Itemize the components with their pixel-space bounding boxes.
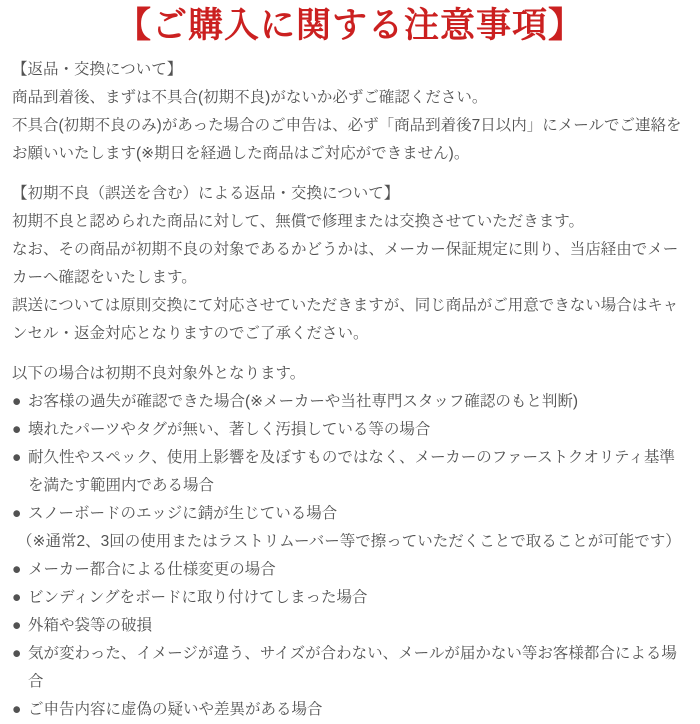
list-item (12, 696, 688, 724)
bullet-icon: ● (12, 645, 22, 662)
list-item (12, 416, 688, 444)
list-item-text: 外箱や袋等の破損 (28, 617, 153, 634)
list-item (12, 640, 688, 696)
returns-section-heading: 【返品・交換について】 (12, 61, 183, 78)
bullet-icon: ● (12, 449, 22, 466)
list-item-text: メーカー都合による仕様変更の場合 (28, 561, 276, 578)
defect-section-heading: 【初期不良（誤送を含む）による返品・交換について】 (12, 185, 400, 202)
exclusions-section (12, 360, 688, 724)
exclusions-intro: 以下の場合は初期不良対象外となります。 (12, 365, 306, 382)
bullet-icon: ● (12, 421, 22, 438)
list-item (12, 612, 688, 640)
bullet-icon: ● (12, 393, 22, 410)
list-item (12, 584, 688, 612)
bullet-icon: ● (12, 701, 22, 718)
defect-paragraph: 初期不良と認められた商品に対して、無償で修理または交換させていただきます。 (12, 213, 584, 230)
list-item-text: 壊れたパーツやタグが無い、著しく汚損している等の場合 (28, 421, 431, 438)
list-item-text: ご申告内容に虚偽の疑いや差異がある場合 (28, 701, 323, 718)
list-item (12, 388, 688, 416)
list-item-text: ビンディングをボードに取り付けてしまった場合 (28, 589, 368, 606)
list-item-text: 気が変わった、イメージが違う、サイズが合わない、メールが届かない等お客様都合による場合 (28, 645, 677, 690)
exclusions-list (12, 388, 688, 724)
list-item-text: スノーボードのエッジに錆が生じている場合 (28, 505, 338, 522)
defect-section (12, 180, 688, 348)
defect-paragraph: 誤送については原則交換にて対応させていただきますが、同じ商品がご用意できない場合はキャンセル・返金対応となりますのでご了承ください。 (12, 297, 679, 342)
list-item-text: お客様の過失が確認できた場合(※メーカーや当社専門スタッフ確認のもと判断) (28, 393, 579, 410)
bullet-icon: ● (12, 589, 22, 606)
returns-paragraph: 不具合(初期不良のみ)があった場合のご申告は、必ず「商品到着後7日以内」にメールでご連絡をお願いいたします(※期日を経過した商品はご対応ができません)。 (12, 117, 682, 162)
list-item-text: 耐久性やスペック、使用上影響を及ぼすものではなく、メーカーのファーストクオリティ基準を満たす範囲内である場合 (28, 449, 675, 494)
bullet-icon: ● (12, 617, 22, 634)
returns-section (12, 56, 688, 168)
list-item (12, 444, 688, 500)
defect-paragraph: なお、その商品が初期不良の対象であるかどうかは、メーカー保証規定に則り、当店経由でメーカーへ確認をいたします。 (12, 241, 679, 286)
bullet-icon: ● (12, 561, 22, 578)
bullet-icon: ● (12, 505, 22, 522)
returns-paragraph: 商品到着後、まずは不具合(初期不良)がないか必ずご確認ください。 (12, 89, 488, 106)
list-item (12, 500, 688, 556)
page-title: 【ご購入に関する注意事項】 (115, 6, 584, 45)
list-item (12, 556, 688, 584)
list-item-note: （※通常2、3回の使用またはラストリムーバー等で擦っていただくことで取ることが可能です） (17, 533, 681, 550)
